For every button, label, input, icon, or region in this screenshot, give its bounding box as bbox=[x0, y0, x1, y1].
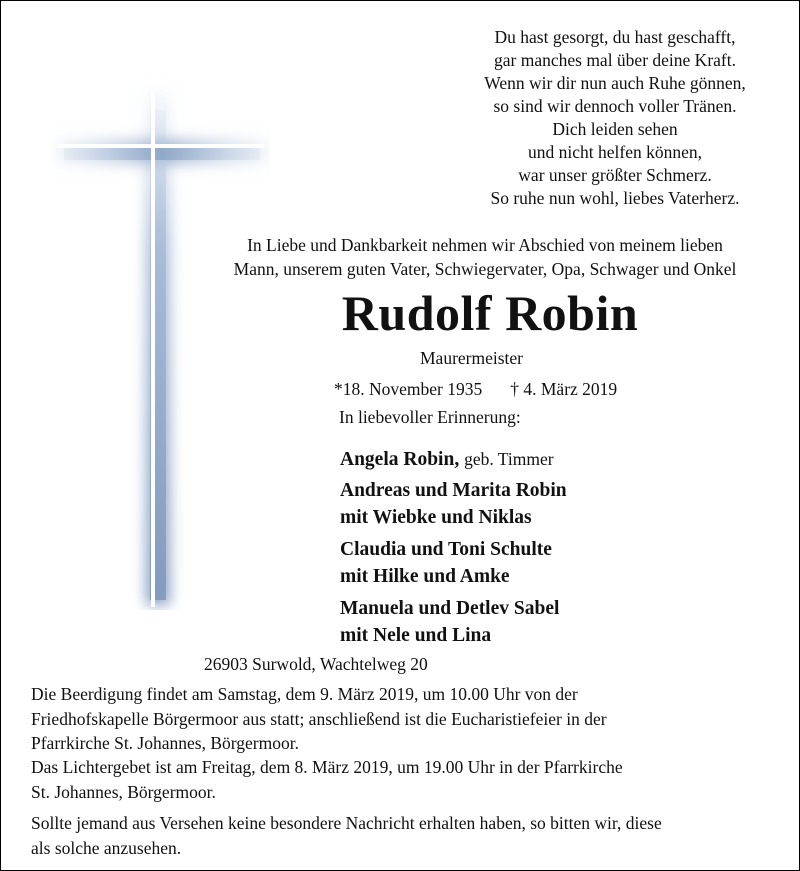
notice-line: Friedhofskapelle Börgermoor aus statt; anschließend ist die Eucharistiefeier in der bbox=[31, 708, 607, 729]
death-date: † 4. März 2019 bbox=[510, 379, 618, 399]
poem-line: und nicht helfen können, bbox=[528, 142, 702, 162]
funeral-notice bbox=[31, 682, 776, 756]
family-line: mit Nele und Lina bbox=[340, 625, 492, 646]
poem-line: so sind wir dennoch voller Tränen. bbox=[493, 96, 737, 116]
family-group bbox=[340, 477, 567, 531]
poem-line: Wenn wir dir nun auch Ruhe gönnen, bbox=[484, 73, 746, 93]
family-line: Manuela und Detlev Sabel bbox=[340, 598, 560, 619]
poem bbox=[420, 26, 800, 210]
poem-line: Du hast gesorgt, du hast geschafft, bbox=[494, 27, 736, 47]
deceased-profession: Maurermeister bbox=[420, 348, 524, 368]
notice-line: Das Lichtergebet ist am Freitag, dem 8. März 2019, um 19.00 Uhr in der Pfarrkirche bbox=[31, 757, 623, 777]
family-address: 26903 Surwold, Wachtelweg 20 bbox=[204, 654, 428, 674]
notice-line: Sollte jemand aus Versehen keine besondere Nachricht erhalten haben, so bitten wir, diese bbox=[31, 813, 662, 833]
deceased-name: Rudolf Robin bbox=[341, 285, 639, 341]
prayer-notice bbox=[31, 755, 776, 804]
intro-text bbox=[160, 233, 800, 281]
memory-label: In liebevoller Erinnerung: bbox=[339, 407, 521, 427]
family-line: mit Hilke und Amke bbox=[340, 566, 510, 587]
poem-line: gar manches mal über deine Kraft. bbox=[494, 50, 736, 70]
cross-icon bbox=[50, 70, 270, 610]
spouse-maiden-name: geb. Timmer bbox=[464, 449, 554, 469]
intro-line: Mann, unserem guten Vater, Schwiegervater, Opa, Schwager und Onkel bbox=[233, 259, 737, 279]
poem-line: So ruhe nun wohl, liebes Vaterherz. bbox=[490, 188, 740, 208]
poem-line: war unser größter Schmerz. bbox=[518, 165, 712, 185]
family-line: Andreas und Marita Robin bbox=[340, 480, 567, 501]
poem-line: Dich leiden sehen bbox=[552, 119, 678, 139]
family-line: mit Wiebke und Niklas bbox=[340, 507, 532, 528]
birth-date: *18. November 1935 bbox=[334, 379, 483, 399]
notice-line: St. Johannes, Börgermoor. bbox=[31, 781, 216, 802]
family-spouse bbox=[340, 446, 554, 473]
closing-notice bbox=[31, 811, 776, 860]
notice-line: Pfarrkirche St. Johannes, Börgermoor. bbox=[31, 733, 299, 753]
family-group bbox=[340, 536, 552, 590]
notice-line: als solche anzusehen. bbox=[31, 837, 182, 858]
notice-line: Die Beerdigung findet am Samstag, dem 9. März 2019, um 10.00 Uhr von der bbox=[31, 684, 578, 704]
life-dates bbox=[334, 379, 617, 400]
family-group bbox=[340, 595, 559, 649]
intro-line: In Liebe und Dankbarkeit nehmen wir Abschied von meinem lieben bbox=[247, 235, 723, 255]
family-line: Claudia und Toni Schulte bbox=[340, 539, 552, 560]
spouse-name: Angela Robin, bbox=[340, 449, 460, 470]
